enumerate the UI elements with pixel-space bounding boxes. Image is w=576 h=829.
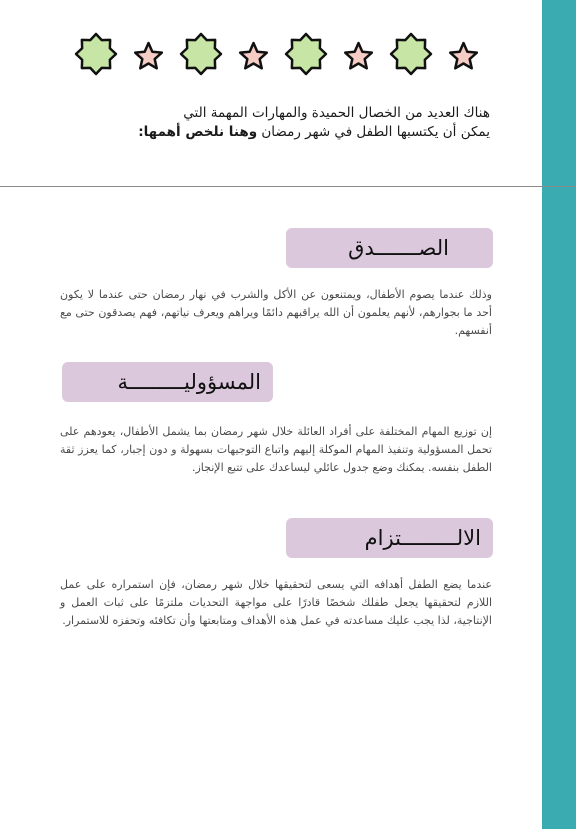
teal-side-bar <box>542 0 576 829</box>
heading-honesty <box>286 228 493 268</box>
divider-line <box>0 186 576 187</box>
paragraph-responsibility: إن توزيع المهام المختلفة على أفراد العائلة خلال شهر رمضان بما يشمل الأطفال، يعودهم على تحمل المسؤولية وتنفيذ المهام الموكلة إليهم واتباع التوجيهات بسهولة و دون إجبار، كما يعزز ثقة الطفل بنفسه. يمكنك وضع جدول عائلي ليساعدك على تتبع الإنجاز. <box>60 425 492 474</box>
pink-star-icon <box>240 43 267 68</box>
pink-star-icon <box>135 43 162 68</box>
intro-line-2 <box>60 123 490 142</box>
green-star-icon <box>391 34 431 74</box>
stars-row <box>74 30 494 82</box>
intro-line-2-bold: وهنا نلخص أهمها: <box>138 124 258 140</box>
heading-honesty-label: الصـــــــدق <box>348 236 449 260</box>
pink-star-icon <box>450 43 477 68</box>
paragraph-honesty: وذلك عندما يصوم الأطفال، ويمتنعون عن الأكل والشرب في نهار رمضان حتى عندما لا يكون أحد ما بجوارهم، لأنهم يعلمون أن الله يراقبهم دائمًا ويراهم ويعرف نياتهم، فهم يصدقون حتى مع أنفسهم. <box>60 288 492 337</box>
stars-decoration <box>74 30 494 82</box>
green-star-icon <box>76 34 116 74</box>
intro-line-1: هناك العديد من الخصال الحميدة والمهارات المهمة التي <box>183 105 490 121</box>
green-star-icon <box>181 34 221 74</box>
heading-responsibility <box>62 362 273 402</box>
paragraph-commitment: عندما يضع الطفل أهدافه التي يسعى لتحقيقها خلال شهر رمضان، فإن استمراره على عمل اللازم لتحقيقها يجعل طفلك شخصًا قادرًا على مواجهة التحديات ملتزمًا على ثبات العمل و الإنتاجية، لذا يجب عليك مساعدته في عمل هذه الأهداف ومتابعتها وأن تكافئه وتحفزه للاستمرار. <box>60 578 492 627</box>
heading-commitment <box>286 518 493 558</box>
heading-responsibility-label: المسؤوليـــــــــة <box>117 370 261 394</box>
heading-commitment-label: الالـــــــــتزام <box>364 526 481 550</box>
intro-line-2-normal: يمكن أن يكتسبها الطفل في شهر رمضان <box>257 124 490 140</box>
pink-star-icon <box>345 43 372 68</box>
green-star-icon <box>286 34 326 74</box>
intro-text <box>60 104 490 142</box>
